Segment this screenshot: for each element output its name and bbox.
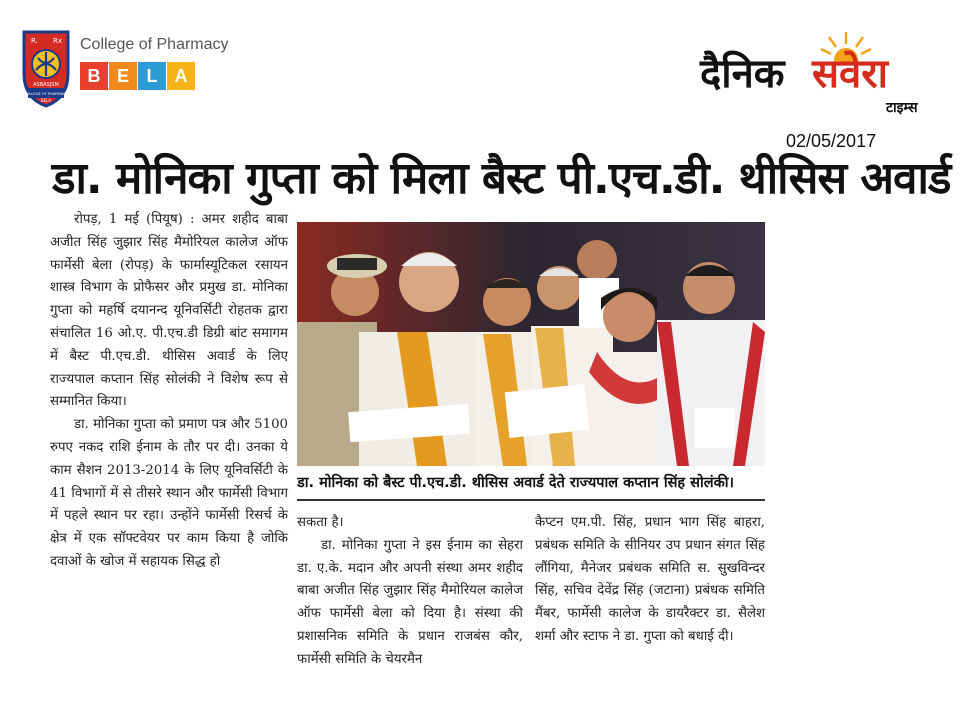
tile-a: A bbox=[167, 62, 195, 90]
masthead-times: टाइम्स bbox=[886, 100, 918, 116]
college-emblem-icon bbox=[20, 28, 72, 108]
caption-divider bbox=[297, 499, 765, 501]
article-paragraph: डा. मोनिका गुप्ता ने इस ईनाम का सेहरा डा. ए.के. मदान और अपनी संस्था अमर शहीद बाबा अजीत सिंह जुझार सिंह मैमोरियल कालेज ऑफ फार्मेसी बेला को दिया है। संस्था की प्रशासनिक समिति के प्रधान राजबंस कौर, फार्मेसी समिति के चेयरमैन bbox=[297, 537, 523, 667]
article-column-left bbox=[50, 209, 288, 574]
award-ceremony-photo bbox=[297, 222, 765, 466]
article-column-middle bbox=[297, 512, 523, 672]
emblem-line-1: ASBASJSM bbox=[33, 82, 59, 88]
emblem-rx-right: Rx bbox=[53, 37, 63, 45]
bela-tiles bbox=[80, 62, 196, 90]
ceremony-photo-image bbox=[297, 222, 765, 466]
article-paragraph: रोपड़, 1 मई (पियूष) : अमर शहीद बाबा अजीत सिंह जुझार सिंह मैमोरियल कालेज ऑफ फार्मेसी बेला (रोपड़) के फार्मास्यूटिकल रसायन शास्त्र विभाग के प्रोफैसर और प्रमुख डा. मोनिका गुप्ता को महर्षि दयानन्द यूनिवर्सिटी रोहतक द्वारा संचालित 16 ओ.ए. पी.एच.डी डिग्री बांट समागम में बैस्ट पी.एच.डी. थीसिस अवार्ड के लिए राज्यपाल कप्तान सिंह सोलंकी ने विशेष रूप से सम्मानित किया। bbox=[50, 212, 288, 410]
masthead-dainik: दैनिक bbox=[700, 51, 785, 97]
newspaper-masthead bbox=[700, 30, 930, 130]
masthead-savera: सवेरा bbox=[812, 51, 888, 97]
article-paragraph: कैप्टन एम.पी. सिंह, प्रधान भाग सिंह बाहरा, प्रबंधक समिति के सीनियर उप प्रधान संगत सिंह लौंगिया, मैनेजर प्रबंधक समिति स. सुखविन्दर सिंह, सचिव देवेंद्र सिंह (जटाना) प्रबंधक समिति मैंबर, फार्मेसी कालेज के डायरैक्टर डा. सैलेश शर्मा और स्टाफ ने डा. गुप्ता को बधाई दी। bbox=[535, 515, 765, 644]
emblem-line-2: COLLEGE OF PHARMACY bbox=[24, 92, 68, 96]
college-name: College of Pharmacy bbox=[80, 36, 229, 53]
publication-date: 02/05/2017 bbox=[786, 131, 877, 151]
article-column-right bbox=[535, 512, 765, 649]
tile-e: E bbox=[109, 62, 137, 90]
college-logo bbox=[20, 28, 240, 118]
tile-b: B bbox=[80, 62, 108, 90]
photo-caption: डा. मोनिका को बैस्ट पी.एच.डी. थीसिस अवार्ड देते राज्यपाल कप्तान सिंह सोलंकी। bbox=[297, 475, 734, 491]
article-paragraph: सकता है। bbox=[297, 515, 344, 530]
tile-l: L bbox=[138, 62, 166, 90]
emblem-rx-left: R. bbox=[31, 37, 38, 45]
emblem-line-3: BELA bbox=[40, 98, 52, 103]
article-paragraph: डा. मोनिका गुप्ता को प्रमाण पत्र और 5100 रुपए नकद राशि ईनाम के तौर पर दी। उनका ये काम सैशन 2013-2014 के लिए यूनिवर्सिटी के 41 विभागों में से तीसरे स्थान और फार्मेसी विभाग में पहले स्थान पर रहा। उन्होंने फार्मेसी रिसर्च के क्षेत्र में एक सॉफ्टवेयर पर काम किया है जोकि दवाओं के खोज में सहायक सिद्ध हो bbox=[50, 417, 288, 569]
headline: डा. मोनिका गुप्ता को मिला बैस्ट पी.एच.डी. थीसिस अवार्ड bbox=[52, 153, 951, 204]
